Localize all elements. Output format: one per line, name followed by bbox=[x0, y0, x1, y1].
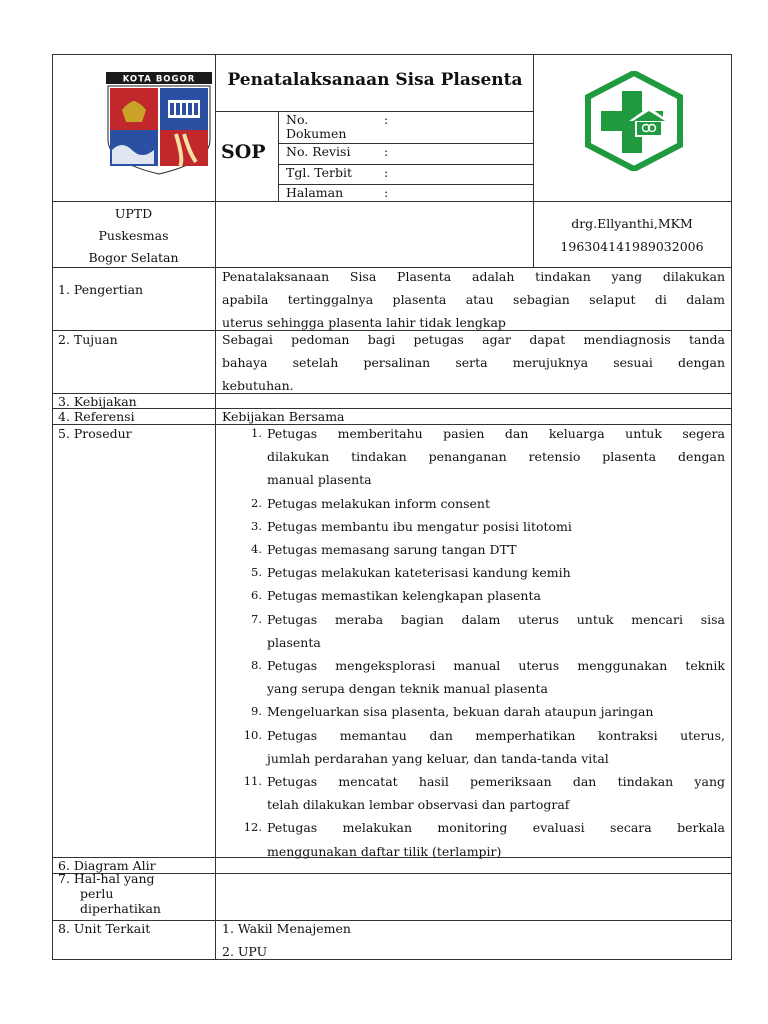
row-label-halhal: diperhatikan bbox=[80, 901, 161, 916]
step-text: Petugas melakukan monitoring evaluasi secara berkala bbox=[267, 820, 725, 836]
step-text: Petugas memasang sarung tangan DTT bbox=[267, 542, 517, 557]
step-number: 2. bbox=[251, 495, 262, 510]
step-text: Petugas melakukan kateterisasi kandung kemih bbox=[267, 565, 571, 581]
step-text: Mengeluarkan sisa plasenta, bekuan darah ataupun jaringan bbox=[267, 704, 654, 720]
tujuan-line: Sebagai pedoman bagi petugas agar dapat mendiagnosis tanda bbox=[222, 332, 725, 347]
step-number: 3. bbox=[251, 518, 262, 533]
rule bbox=[52, 920, 732, 921]
row-label-referensi: 4. Referensi bbox=[58, 409, 135, 424]
rule bbox=[216, 111, 534, 112]
step-number: 1. bbox=[251, 426, 262, 440]
kota-bogor-emblem bbox=[104, 70, 216, 176]
signer-nip: 196304141989032006 bbox=[560, 239, 704, 254]
meta-label-no-dokumen: No. Dokumen bbox=[286, 112, 347, 141]
step-text: yang serupa dengan teknik manual plasenta bbox=[267, 681, 548, 697]
step-text: Petugas memantau dan memperhatikan kontraksi uterus, bbox=[267, 727, 725, 743]
pengertian-line: apabila tertinggalnya plasenta atau sebagian selaput di dalam bbox=[222, 292, 725, 307]
unit-item: 1. Wakil Menajemen bbox=[222, 921, 351, 936]
column-divider bbox=[215, 54, 216, 960]
org-line-puskesmas: Puskesmas bbox=[98, 228, 169, 243]
step-number: 4. bbox=[251, 542, 262, 556]
svg-text:KOTA BOGOR: KOTA BOGOR bbox=[122, 74, 196, 85]
step-text: Petugas mencatat hasil pemeriksaan dan tindakan yang bbox=[267, 774, 725, 789]
meta-divider bbox=[278, 112, 279, 202]
step-number: 8. bbox=[251, 658, 262, 672]
meta-value-no-revisi: : bbox=[384, 144, 389, 159]
puskesmas-logo bbox=[583, 71, 685, 171]
row-label-kebijakan: 3. Kebijakan bbox=[58, 394, 137, 409]
table-border-right bbox=[731, 54, 732, 960]
step-text: Petugas membantu ibu mengatur posisi litotomi bbox=[267, 518, 572, 534]
step-text: plasenta bbox=[267, 634, 321, 650]
meta-label-no-revisi: No. Revisi bbox=[286, 144, 351, 159]
row-label-unit-terkait: 8. Unit Terkait bbox=[58, 921, 151, 936]
rule bbox=[52, 393, 732, 394]
step-number: 11. bbox=[243, 774, 262, 788]
step-text: manual plasenta bbox=[267, 472, 372, 488]
step-number: 6. bbox=[251, 588, 262, 603]
unit-item: 2. UPU bbox=[222, 944, 268, 959]
step-text: jumlah perdarahan yang keluar, dan tanda-tanda vital bbox=[267, 750, 609, 766]
tujuan-line: kebutuhan. bbox=[222, 378, 294, 393]
step-number: 5. bbox=[251, 565, 262, 580]
meta-value-tgl-terbit: : bbox=[384, 165, 389, 180]
row-label-tujuan: 2. Tujuan bbox=[58, 332, 118, 347]
referensi-text: Kebijakan Bersama bbox=[222, 409, 345, 424]
tujuan-line: bahaya setelah persalinan serta merujuknya sesuai dengan bbox=[222, 355, 725, 370]
step-text: Petugas meraba bagian dalam uterus untuk mencari sisa bbox=[267, 611, 725, 627]
document-title: Penatalaksanaan Sisa Plasenta bbox=[227, 70, 523, 90]
sop-label: SOP bbox=[221, 141, 266, 163]
pengertian-line: uterus sehingga plasenta lahir tidak lengkap bbox=[222, 315, 506, 330]
org-line-uptd: UPTD bbox=[114, 206, 153, 221]
step-text: Petugas memastikan kelengkapan plasenta bbox=[267, 588, 541, 604]
step-text: Petugas mengeksplorasi manual uterus menggunakan teknik bbox=[267, 658, 725, 673]
step-text: dilakukan tindakan penanganan retensio plasenta dengan bbox=[267, 449, 725, 465]
step-number: 10. bbox=[243, 727, 262, 742]
pengertian-line: Penatalaksanaan Sisa Plasenta adalah tindakan yang dilakukan bbox=[222, 269, 725, 284]
step-number: 12. bbox=[243, 820, 262, 835]
step-text: menggunakan daftar tilik (terlampir) bbox=[267, 843, 502, 859]
rule bbox=[52, 408, 732, 409]
step-text: Petugas memberitahu pasien dan keluarga untuk segera bbox=[267, 426, 725, 441]
row-label-halhal: 7. Hal-hal yang bbox=[58, 871, 155, 886]
signer-name: drg.Ellyanthi,MKM bbox=[571, 216, 693, 231]
table-border-left bbox=[52, 54, 53, 960]
step-number: 7. bbox=[251, 611, 262, 626]
table-border-top bbox=[52, 54, 732, 55]
step-text: telah dilakukan lembar observasi dan partograf bbox=[267, 797, 570, 813]
step-number: 9. bbox=[251, 704, 262, 719]
row-label-halhal: perlu bbox=[80, 886, 114, 901]
row-label-diagram-alir: 6. Diagram Alir bbox=[58, 858, 156, 873]
meta-value-no-dokumen: : bbox=[384, 112, 389, 127]
row-label-pengertian: 1. Pengertian bbox=[58, 282, 144, 297]
org-line-bogor-selatan: Bogor Selatan bbox=[88, 250, 179, 265]
meta-label-halaman: Halaman bbox=[286, 185, 344, 200]
step-text: Petugas melakukan inform consent bbox=[267, 495, 491, 511]
meta-label-tgl-terbit: Tgl. Terbit bbox=[286, 165, 353, 180]
meta-value-halaman: : bbox=[384, 185, 389, 200]
row-label-prosedur: 5. Prosedur bbox=[58, 426, 132, 441]
table-border-bottom bbox=[52, 959, 732, 960]
